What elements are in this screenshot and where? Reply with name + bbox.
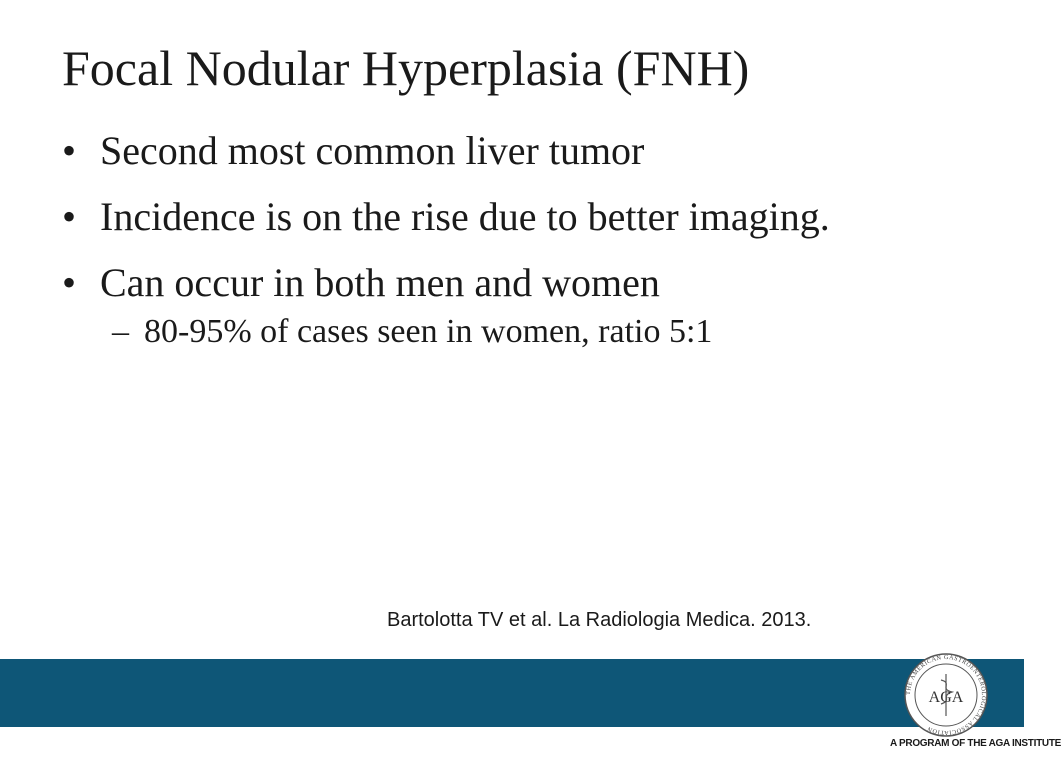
bullet-marker: •	[62, 260, 77, 305]
bullet-text: Second most common liver tumor	[100, 128, 645, 173]
bullet-marker: •	[62, 128, 77, 173]
sub-bullet-marker: –	[112, 313, 129, 350]
aga-logo	[903, 652, 989, 738]
bullet-marker: •	[62, 194, 77, 239]
logo-ring-text: THE AMERICAN GASTROENTEROLOGICAL ASSOCIATION	[904, 653, 988, 737]
footer-tagline: A PROGRAM OF THE AGA INSTITUTE	[890, 738, 1061, 749]
bullet-item	[62, 256, 962, 310]
bullet-item	[62, 190, 962, 244]
footer-band	[0, 659, 1024, 727]
bullet-item	[62, 124, 962, 178]
slide-title: Focal Nodular Hyperplasia (FNH)	[62, 40, 750, 96]
sub-bullet-item	[62, 310, 962, 354]
sub-bullet-text: 80-95% of cases seen in women, ratio 5:1	[144, 313, 713, 350]
bullet-text: Can occur in both men and women	[100, 260, 660, 305]
bullet-text: Incidence is on the rise due to better imaging.	[100, 194, 830, 239]
bullet-list	[62, 124, 962, 354]
citation: Bartolotta TV et al. La Radiologia Medica. 2013.	[387, 609, 812, 631]
logo-monogram: AGA	[928, 689, 964, 706]
